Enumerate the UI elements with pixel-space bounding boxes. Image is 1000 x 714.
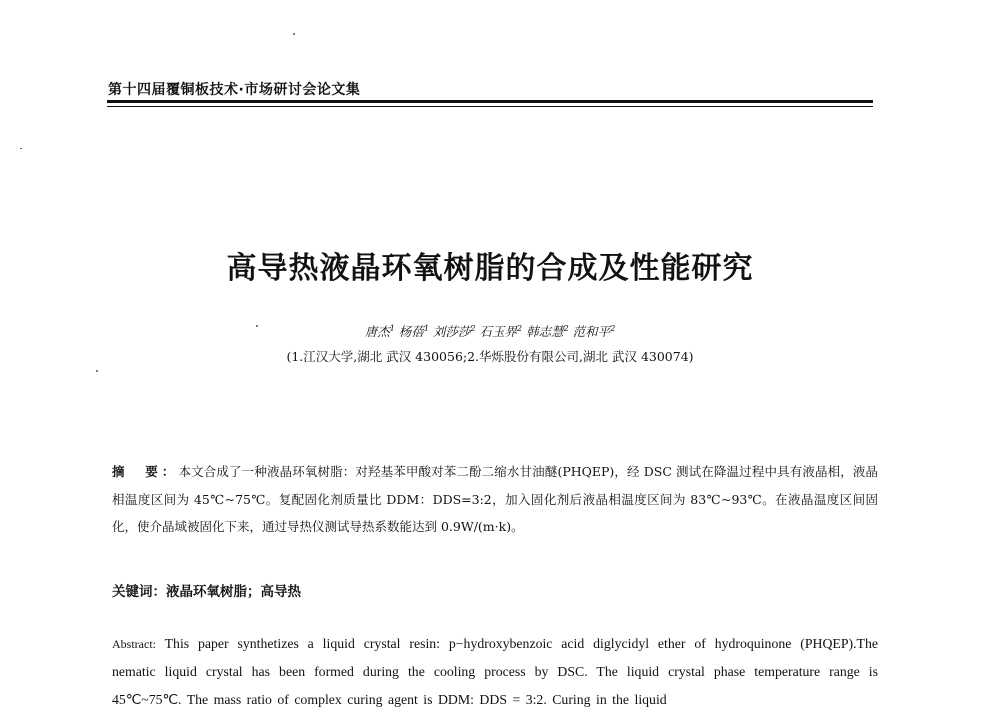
author-name: 唐杰: [364, 324, 390, 339]
scan-speck: [256, 325, 258, 327]
header-rule-thick: [107, 100, 873, 103]
author-affiliation-mark: 2: [517, 323, 523, 333]
author-name: 刘莎莎: [432, 324, 471, 339]
author-affiliation-mark: 1: [389, 323, 395, 333]
author-name: 石玉界: [479, 324, 517, 339]
abstract-chinese: [112, 458, 878, 541]
author-name: 范和平: [572, 324, 611, 339]
scan-speck: [96, 370, 98, 372]
author-affiliation-mark: 2: [610, 323, 616, 333]
abstract-cn-label: 摘 要：: [112, 464, 179, 479]
abstract-en-label: Abstract:: [112, 637, 156, 651]
header-rule-thin: [107, 106, 873, 107]
abstract-cn-text: 本文合成了一种液晶环氧树脂：对羟基苯甲酸对苯二酚二缩水甘油醚(PHQEP)，经 DSC 测试在降温过程中具有液晶相，液晶相温度区间为 45℃~75℃。复配固化剂质量比 DDM：DDS=3:2，加入固化剂后液晶相温度区间为 83℃~93℃。在液晶温度区间固化，使介晶域被固化下来，通过导热仪测试导热系数能达到 0.9W/(m·k)。: [112, 464, 878, 534]
author-affiliation-mark: 2: [470, 323, 476, 333]
author-affiliation-mark: 2: [563, 323, 569, 333]
author-name: 韩志慧: [526, 324, 564, 339]
affiliations: (1.江汉大学,湖北 武汉 430056;2.华烁股份有限公司,湖北 武汉 430074): [286, 349, 694, 364]
keywords-label: 关键词：: [112, 584, 166, 600]
abstract-en-text: This paper synthetizes a liquid crystal resin: p−hydroxybenzoic acid diglycidyl ether of hydroquinone (PHQEP).The nematic liquid crystal has been formed during the cooling process by DSC. The liquid crystal phase temperature range is 45℃~75℃. The mass ratio of complex curing agent is DDM: DDS = 3:2. Curing in the liquid: [112, 636, 879, 707]
scan-speck: [293, 33, 295, 35]
keywords: [112, 580, 301, 600]
author-affiliation-mark: 1: [423, 323, 429, 333]
abstract-english: [112, 630, 878, 714]
keywords-text: 液晶环氧树脂；高导热: [166, 584, 301, 600]
scan-speck: [20, 148, 22, 149]
paper-title: 高导热液晶环氧树脂的合成及性能研究: [226, 251, 754, 286]
proceedings-title: 第十四届覆铜板技术·市场研讨会论文集: [108, 82, 361, 98]
author-list: [0, 322, 980, 340]
author-name: 杨蓓: [398, 324, 424, 339]
